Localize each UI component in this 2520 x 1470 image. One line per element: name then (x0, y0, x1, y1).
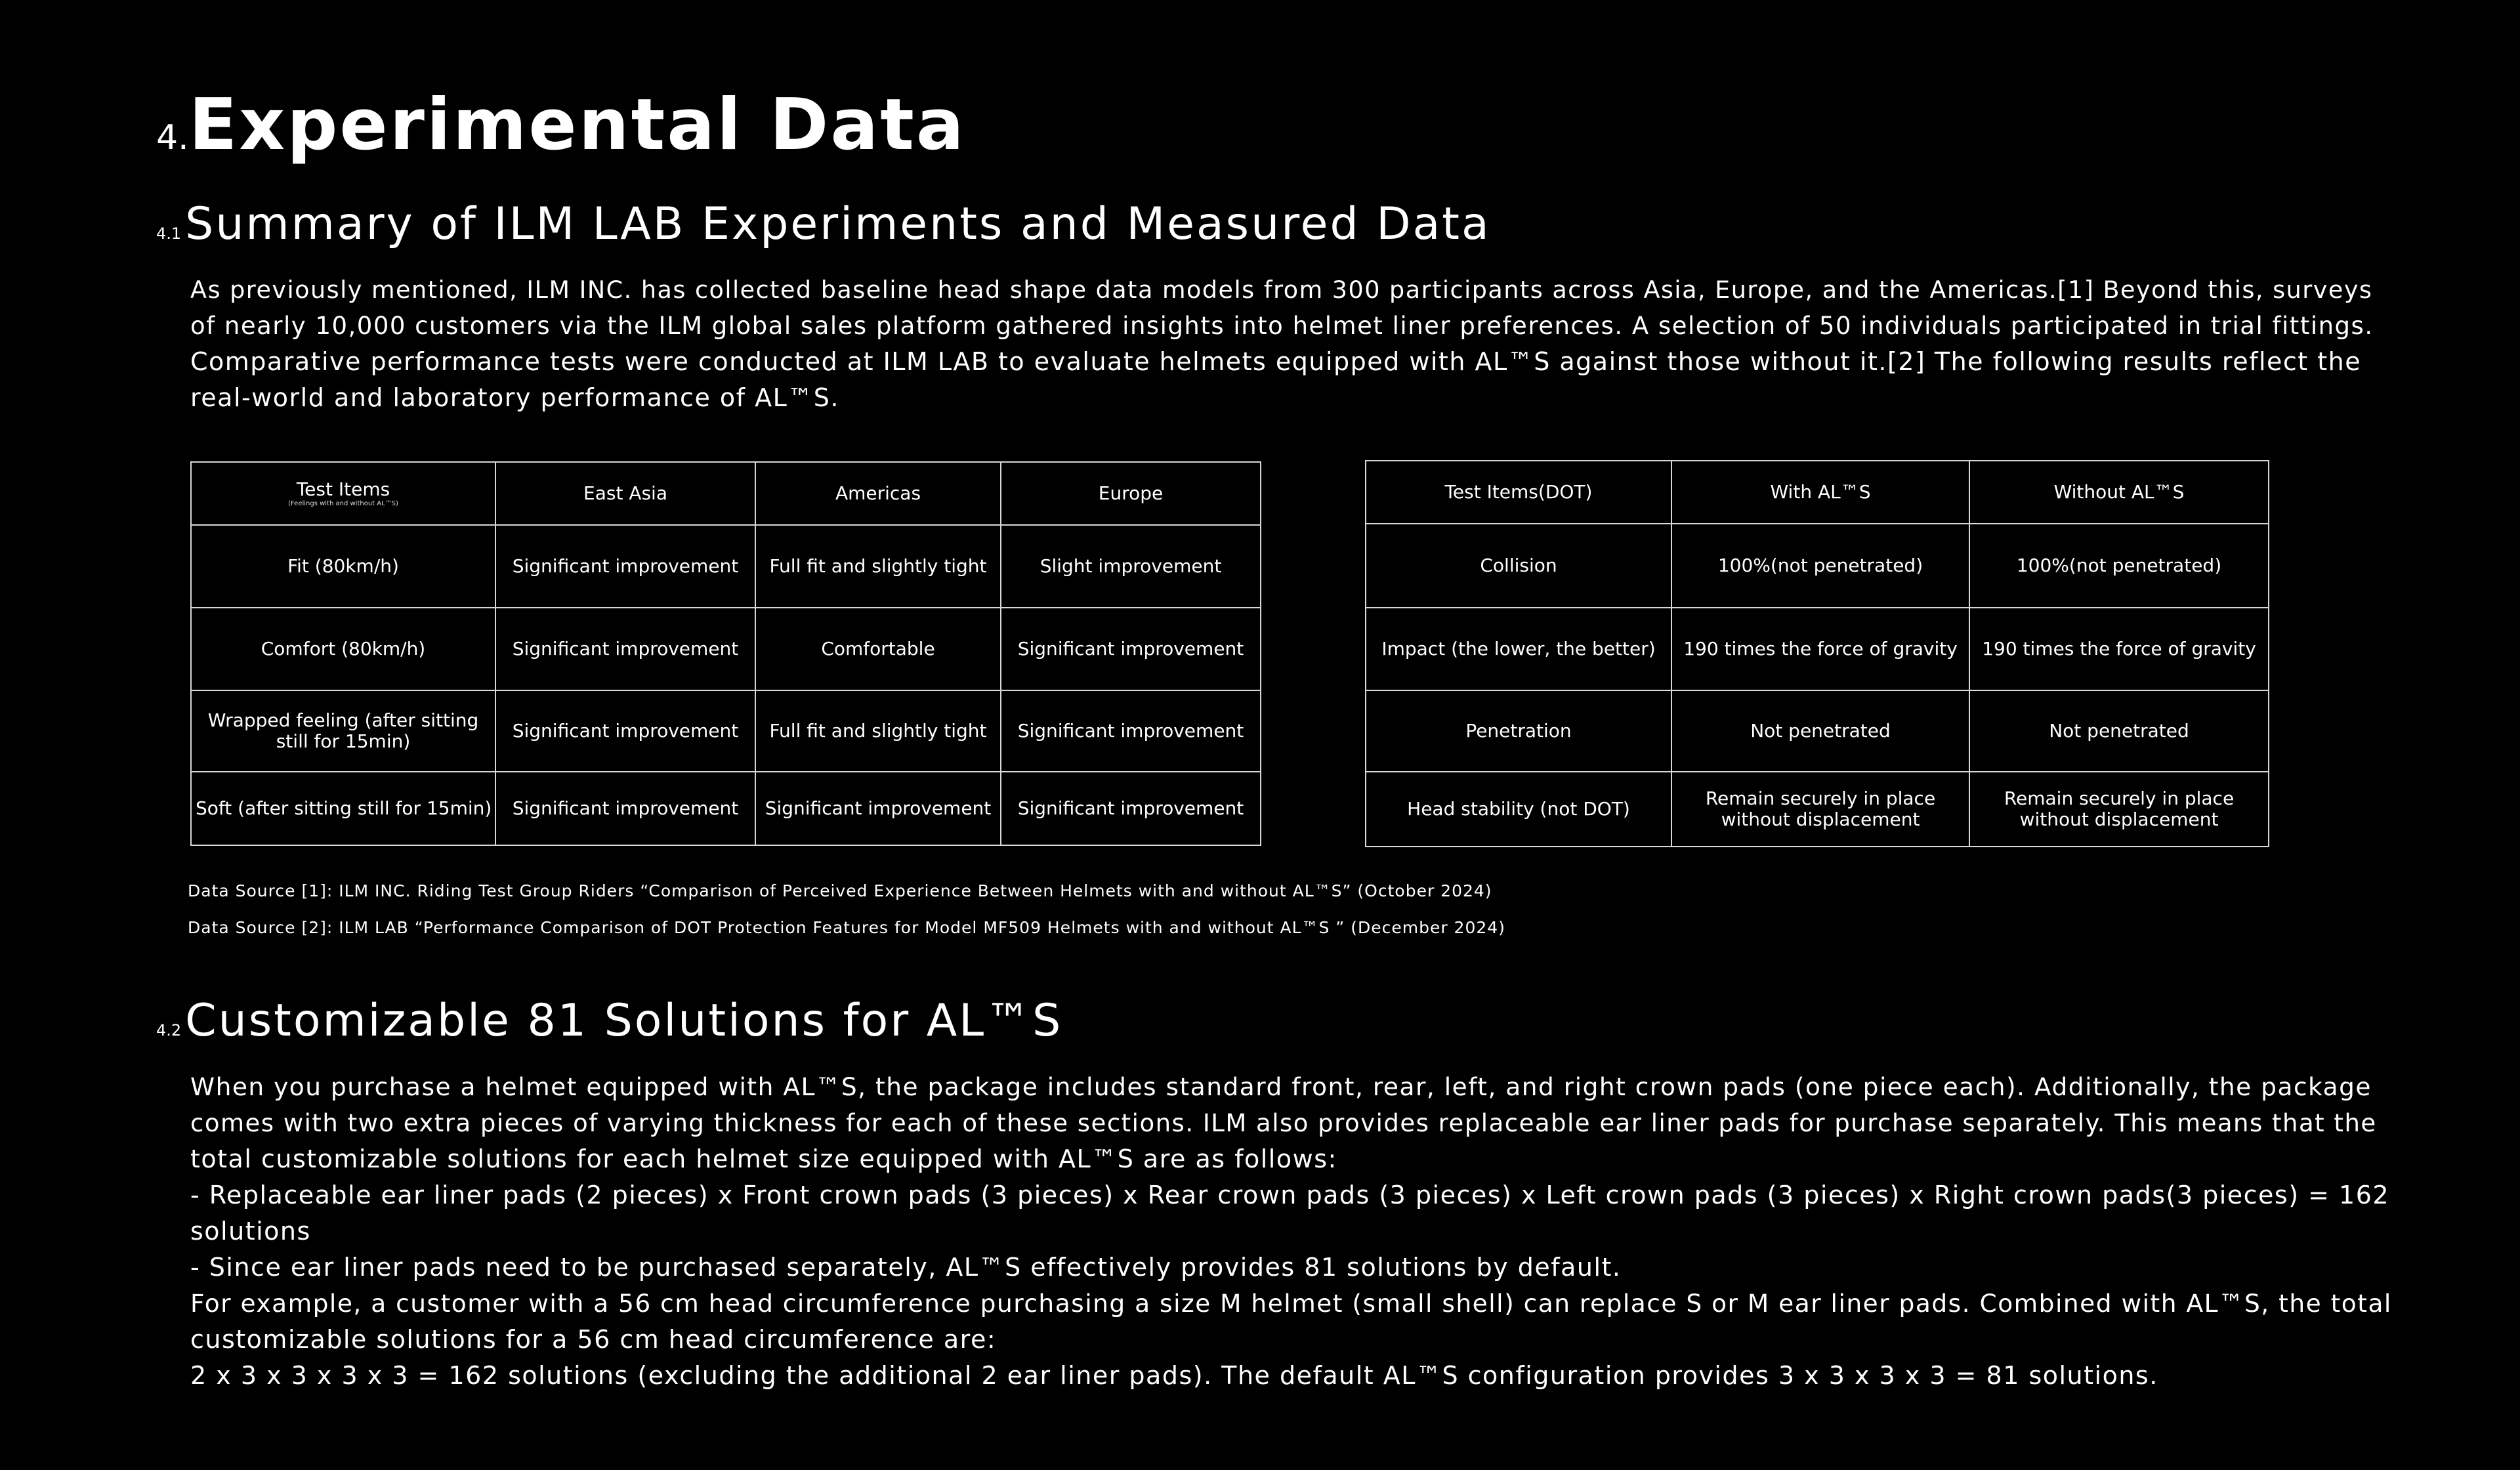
section-heading-4-2 (156, 995, 1062, 1047)
table-header-cell: Without AL™S (1969, 461, 2269, 524)
fit-comparison-table (190, 461, 1261, 846)
data-source-1: Data Source [1]: ILM INC. Riding Test Group Riders “Comparison of Perceived Experience Between Helmets with and without AL™S” (October 2024) (188, 881, 1492, 900)
table-cell: 100%(not penetrated) (1969, 524, 2269, 608)
table-cell: Significant improvement (755, 772, 1001, 845)
table-cell: Not penetrated (1671, 690, 1969, 772)
table-row (191, 608, 1261, 690)
table-row (191, 525, 1261, 608)
data-source-2: Data Source [2]: ILM LAB “Performance Comparison of DOT Protection Features for Model MF509 Helmets with and without AL™S ” (December 2024) (188, 918, 1505, 937)
header-label: Test Items (296, 478, 390, 500)
table-cell: Significant improvement (495, 608, 755, 690)
table-cell: 190 times the force of gravity (1969, 608, 2269, 690)
table-cell: Remain securely in place without displacement (1671, 772, 1969, 847)
paragraph-line: When you purchase a helmet equipped with AL™S, the package includes standard front, rear, left, and right crown pads (one piece each). Additionally, the package (190, 1072, 2372, 1101)
table-header-cell (191, 462, 495, 525)
header-note: (Feelings with and without AL™S) (288, 500, 398, 507)
table-cell: Remain securely in place without displacement (1969, 772, 2269, 847)
table-row (1366, 608, 2269, 690)
table-header-cell: East Asia (495, 462, 755, 525)
paragraph-line: solutions (190, 1217, 311, 1246)
paragraph-line: real-world and laboratory performance of AL™S. (190, 383, 839, 412)
table-cell: Soft (after sitting still for 15min) (191, 772, 495, 845)
heading-number: 4. (156, 118, 189, 158)
table-cell: Fit (80km/h) (191, 525, 495, 608)
paragraph-line: customizable solutions for a 56 cm head circumference are: (190, 1325, 997, 1354)
section-number: 4.2 (156, 1021, 182, 1040)
table-header-row (1366, 461, 2269, 524)
paragraph-line: Comparative performance tests were conducted at ILM LAB to evaluate helmets equipped with AL™S against those without it.[2] The following results reflect the (190, 347, 2362, 376)
section-title: Summary of ILM LAB Experiments and Measured Data (185, 198, 1491, 250)
table-cell: Significant improvement (1001, 608, 1261, 690)
table-cell: Impact (the lower, the better) (1366, 608, 1671, 690)
table-cell: 190 times the force of gravity (1671, 608, 1969, 690)
table-cell: Wrapped feeling (after sitting still for 15min) (191, 690, 495, 772)
table-cell: Comfortable (755, 608, 1001, 690)
table-row (1366, 690, 2269, 772)
table-cell: Head stability (not DOT) (1366, 772, 1671, 847)
table-row (1366, 524, 2269, 608)
table-cell: Full fit and slightly tight (755, 690, 1001, 772)
paragraph-line: 2 x 3 x 3 x 3 x 3 = 162 solutions (excluding the additional 2 ear liner pads). The default AL™S configuration provides 3 x 3 x 3 x 3 = 81 solutions. (190, 1361, 2158, 1390)
table-cell: Comfort (80km/h) (191, 608, 495, 690)
table-cell: Full fit and slightly tight (755, 525, 1001, 608)
table-header-cell: Europe (1001, 462, 1261, 525)
table-cell: Significant improvement (1001, 690, 1261, 772)
page-heading (156, 84, 966, 166)
section-title: Customizable 81 Solutions for AL™S (185, 995, 1063, 1047)
page-title: Experimental Data (188, 84, 966, 166)
table-cell: Significant improvement (495, 525, 755, 608)
table-row (191, 690, 1261, 772)
paragraph-line: of nearly 10,000 customers via the ILM global sales platform gathered insights into helmet liner preferences. A selection of 50 individuals participated in trial fittings. (190, 312, 2374, 340)
table-row (1366, 772, 2269, 847)
paragraph-line: total customizable solutions for each helmet size equipped with AL™S are as follows: (190, 1144, 1337, 1173)
paragraph-line: - Replaceable ear liner pads (2 pieces) x Front crown pads (3 pieces) x Rear crown pads (3 pieces) x Left crown pads (3 pieces) x Right crown pads(3 pieces) = 162 (190, 1181, 2390, 1209)
paragraph-line: - Since ear liner pads need to be purchased separately, AL™S effectively provides 81 solutions by default. (190, 1253, 1622, 1282)
paragraph-line: As previously mentioned, ILM INC. has collected baseline head shape data models from 300 participants across Asia, Europe, and the Americas.[1] Beyond this, surveys (190, 276, 2373, 304)
section-4-1-paragraph (190, 272, 2395, 416)
table-header-cell: Test Items(DOT) (1366, 461, 1671, 524)
table-cell: Slight improvement (1001, 525, 1261, 608)
table-cell: Penetration (1366, 690, 1671, 772)
table-cell: Not penetrated (1969, 690, 2269, 772)
dot-test-table (1365, 460, 2269, 847)
table-header-cell: Americas (755, 462, 1001, 525)
table-cell: Significant improvement (1001, 772, 1261, 845)
table-row (191, 772, 1261, 845)
table-header-row (191, 462, 1261, 525)
section-4-2-paragraph (190, 1069, 2395, 1394)
section-number: 4.1 (156, 224, 182, 243)
table-cell: Significant improvement (495, 772, 755, 845)
table-cell: Significant improvement (495, 690, 755, 772)
paragraph-line: comes with two extra pieces of varying thickness for each of these sections. ILM also provides replaceable ear liner pads for purchase separately. This means that the (190, 1109, 2377, 1137)
section-heading-4-1 (156, 198, 1491, 250)
table-cell: 100%(not penetrated) (1671, 524, 1969, 608)
table-cell: Collision (1366, 524, 1671, 608)
paragraph-line: For example, a customer with a 56 cm head circumference purchasing a size M helmet (small shell) can replace S or M ear liner pads. Combined with AL™S, the total (190, 1289, 2392, 1318)
table-header-cell: With AL™S (1671, 461, 1969, 524)
